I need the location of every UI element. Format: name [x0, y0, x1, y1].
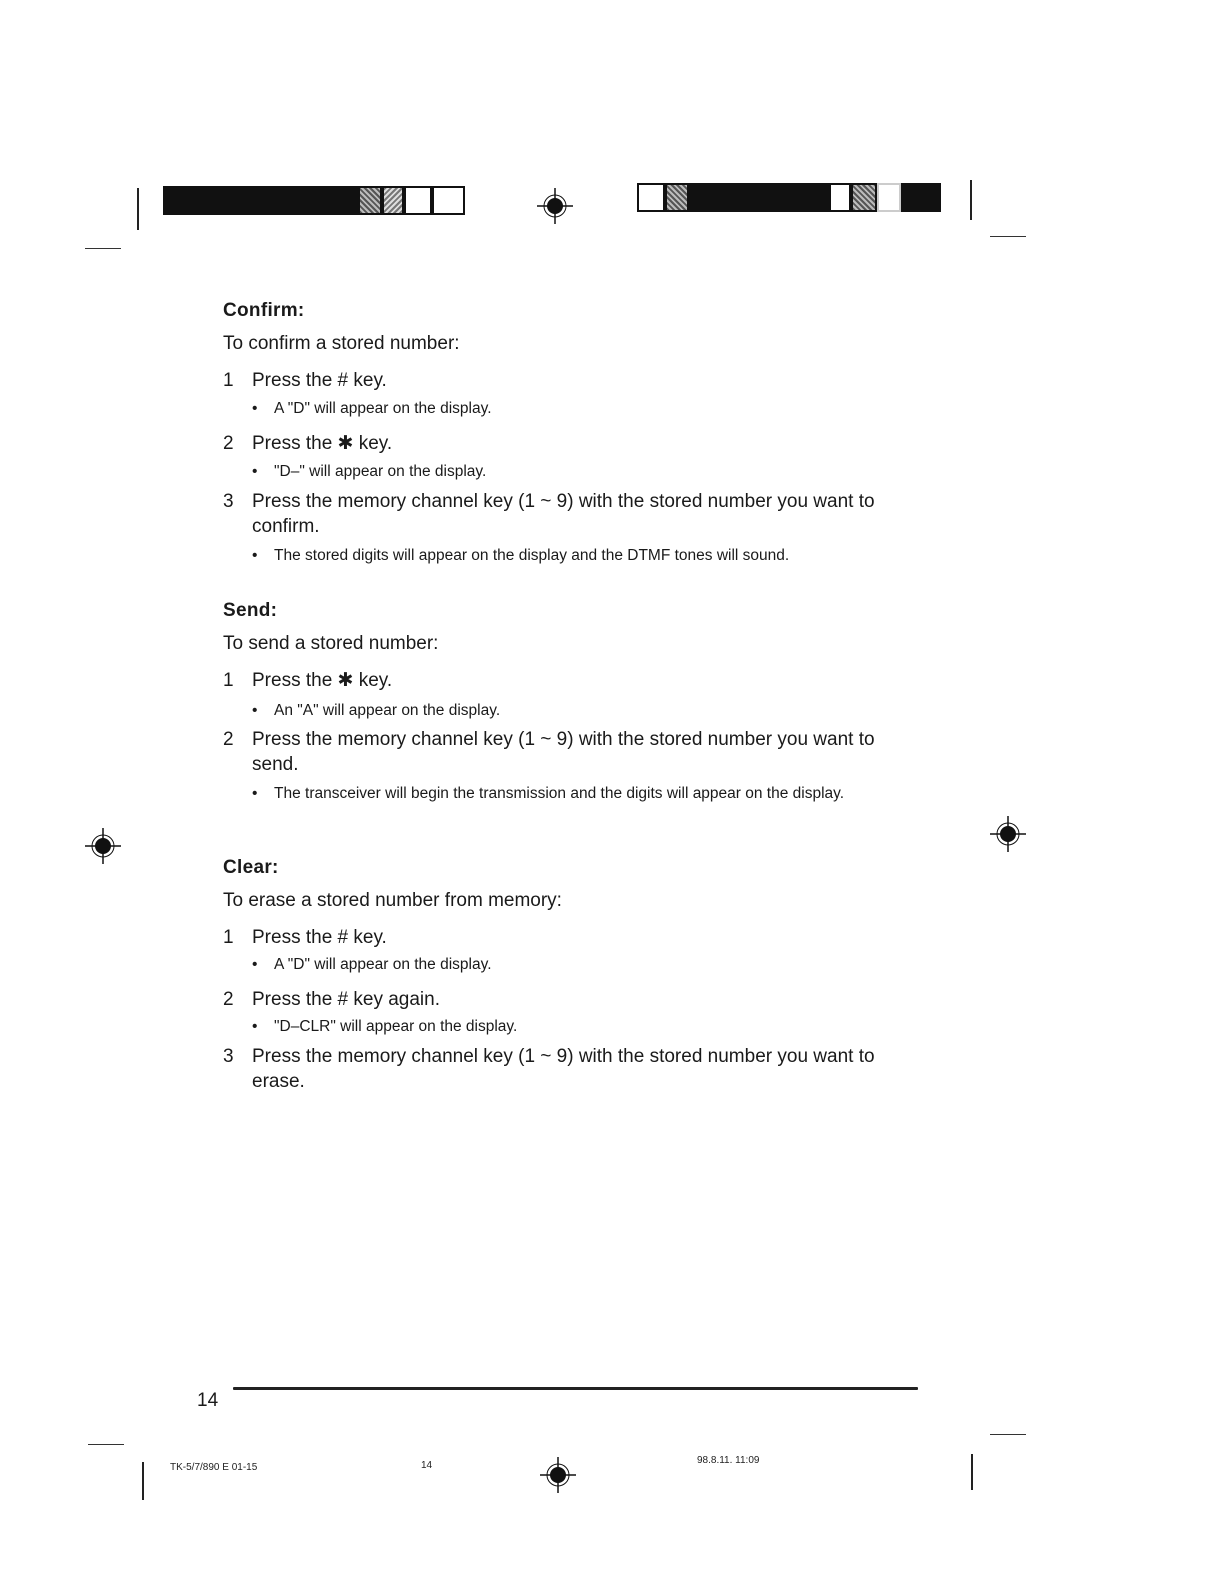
section-heading-clear: Clear:	[223, 857, 279, 878]
crop-mark	[990, 236, 1026, 237]
step-text: Press the # key.	[252, 927, 387, 948]
step-number: 1	[223, 370, 234, 391]
step-number: 1	[223, 670, 234, 691]
section-intro: To erase a stored number from memory:	[223, 890, 562, 911]
bullet-icon: •	[252, 702, 258, 719]
crop-mark	[970, 180, 972, 220]
step-text: Press the memory channel key (1 ~ 9) with the stored number you want to confirm.	[252, 491, 875, 537]
registration-mark-icon	[85, 828, 121, 864]
step-note: • The transceiver will begin the transmission and the digits will appear on the display.	[252, 785, 845, 802]
section-intro: To send a stored number:	[223, 633, 439, 654]
bullet-icon: •	[252, 463, 258, 480]
crop-mark	[137, 188, 139, 230]
step-number: 3	[223, 1046, 234, 1067]
crop-mark	[142, 1462, 144, 1500]
registration-mark-icon	[990, 816, 1026, 852]
bullet-icon: •	[252, 956, 258, 973]
page-number: 14	[197, 1390, 219, 1411]
bullet-icon: •	[252, 400, 258, 417]
step-item	[223, 489, 923, 539]
step-number: 2	[223, 989, 234, 1010]
step-item	[223, 1044, 923, 1094]
section-heading-send: Send:	[223, 600, 278, 621]
color-bar-right	[637, 183, 941, 212]
bullet-icon: •	[252, 785, 258, 802]
crop-mark	[85, 248, 121, 249]
step-text: Press the # key.	[252, 370, 387, 391]
step-text: Press the memory channel key (1 ~ 9) with the stored number you want to send.	[252, 729, 875, 775]
step-number: 1	[223, 927, 234, 948]
slug-timestamp: 98.8.11. 11:09	[697, 1455, 760, 1466]
bullet-icon: •	[252, 547, 258, 564]
registration-mark-icon	[537, 188, 573, 224]
step-number: 2	[223, 729, 234, 750]
step-text: Press the ✱ key.	[252, 670, 393, 691]
step-number: 3	[223, 491, 234, 512]
crop-mark	[971, 1454, 973, 1490]
crop-mark	[88, 1444, 124, 1445]
slug-filename: TK-5/7/890 E 01-15	[170, 1462, 258, 1473]
step-text: Press the memory channel key (1 ~ 9) with the stored number you want to erase.	[252, 1046, 875, 1092]
bullet-icon: •	[252, 1018, 258, 1035]
slug-page: 14	[421, 1460, 433, 1471]
section-heading-confirm: Confirm:	[223, 300, 305, 321]
step-number: 2	[223, 433, 234, 454]
step-item	[223, 727, 923, 777]
step-text: Press the ✱ key.	[252, 433, 393, 454]
footer-rule	[233, 1387, 918, 1390]
section-intro: To confirm a stored number:	[223, 333, 460, 354]
color-bar-left	[163, 186, 465, 215]
crop-mark	[990, 1434, 1026, 1435]
registration-mark-icon	[540, 1457, 576, 1493]
step-text: Press the # key again.	[252, 989, 440, 1010]
